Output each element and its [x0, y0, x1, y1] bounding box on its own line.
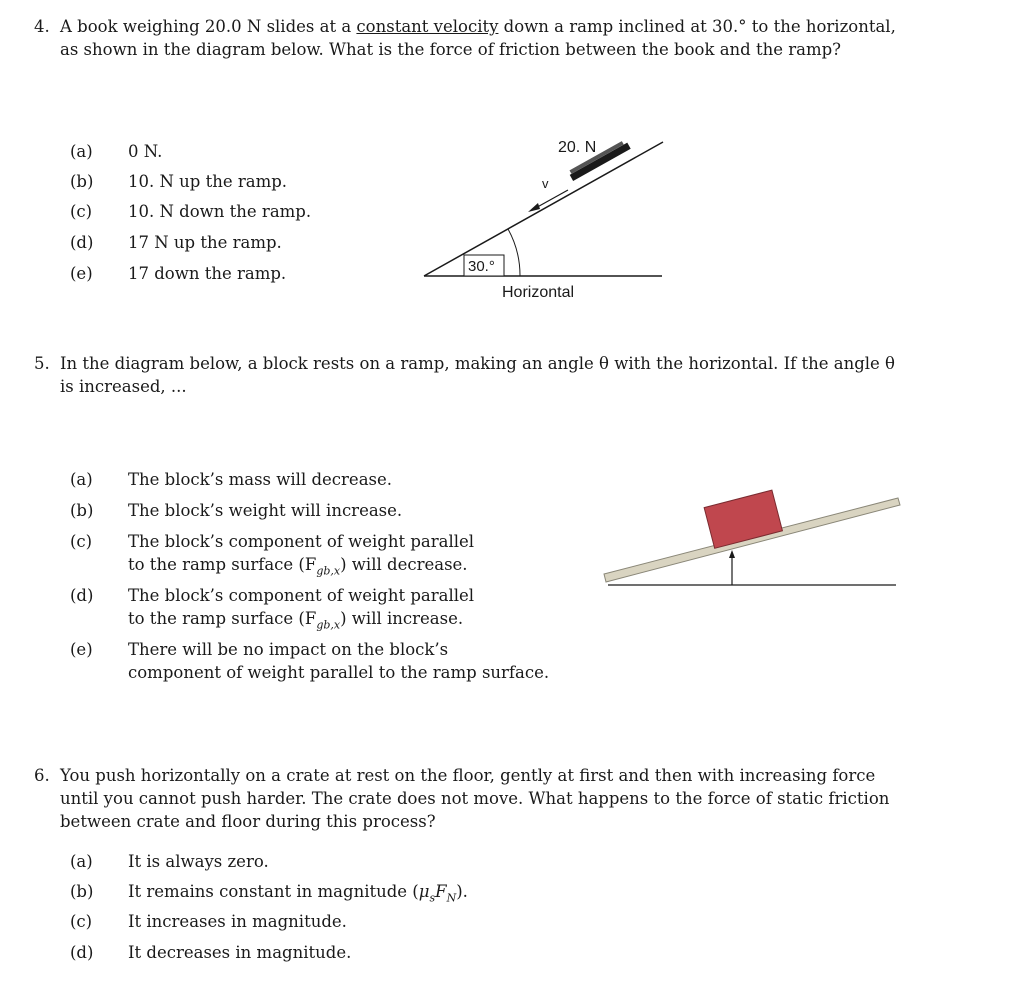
question-6-line3: between crate and floor during this process? [60, 812, 436, 831]
q5-option-e[interactable] [70, 638, 549, 684]
question-6-stem [34, 764, 934, 833]
q5-ramp-diagram [598, 486, 904, 590]
q5-option-c-line1: The block’s component of weight parallel [128, 532, 475, 551]
question-4-line1a: A book weighing 20.0 N slides at a [60, 17, 357, 36]
q4-option-e[interactable] [70, 262, 286, 285]
question-6-number: 6. [34, 766, 50, 785]
q6-option-d-label: (d) [70, 943, 94, 962]
q5-option-d-line2b: ) will increase. [340, 609, 464, 628]
q5-option-e-label: (e) [70, 640, 93, 659]
q4-ramp-diagram [420, 130, 680, 305]
q5-option-c-subscript: gb,x [316, 564, 341, 578]
q5-block [704, 490, 782, 548]
q5-option-b[interactable] [70, 499, 402, 522]
q5-normal-arrowhead [729, 550, 735, 558]
q6-option-b[interactable] [70, 880, 468, 909]
q6-option-c[interactable] [70, 910, 347, 933]
q6-option-b-f: F [435, 882, 447, 901]
q4-option-a-text: 0 N. [128, 142, 163, 161]
q5-option-c-line2b: ) will decrease. [340, 555, 468, 574]
question-4-number: 4. [34, 17, 50, 36]
q4-velocity-label: v [542, 176, 549, 191]
q4-velocity-arrowhead [528, 203, 540, 212]
question-4-line2: as shown in the diagram below. What is the force of friction between the book and the ramp? [60, 40, 842, 59]
q4-option-d-text: 17 N up the ramp. [128, 233, 282, 252]
q4-option-e-text: 17 down the ramp. [128, 264, 287, 283]
q6-option-b-mu-sub: s [429, 891, 436, 905]
q6-option-c-text: It increases in magnitude. [128, 912, 347, 931]
q4-option-d[interactable] [70, 231, 282, 254]
q5-option-d-line2a: to the ramp surface (F [128, 609, 317, 628]
question-4-line1b: down a ramp inclined at 30.° to the horizontal, [498, 17, 896, 36]
q4-option-e-label: (e) [70, 264, 93, 283]
q4-option-c-label: (c) [70, 202, 93, 221]
question-4-constant-velocity: constant velocity [356, 17, 499, 36]
q6-option-b-text: It remains constant in magnitude ( [128, 882, 419, 901]
q6-option-b-tail: ). [456, 882, 468, 901]
question-6-line2: until you cannot push harder. The crate does not move. What happens to the force of static friction [60, 789, 890, 808]
q5-option-a[interactable] [70, 468, 392, 491]
question-4-stem [34, 15, 934, 61]
question-5-stem [34, 352, 934, 398]
q4-option-c[interactable] [70, 200, 311, 223]
q4-horizontal-label: Horizontal [502, 284, 575, 301]
q5-option-c[interactable] [70, 530, 474, 582]
q6-option-b-mu: μ [418, 882, 430, 901]
question-6-line1: You push horizontally on a crate at rest on the floor, gently at first and then with increasing force [60, 766, 876, 785]
q5-option-a-text: The block’s mass will decrease. [128, 470, 393, 489]
q4-angle-label: 30.° [468, 258, 495, 275]
q6-option-a-label: (a) [70, 852, 93, 871]
q5-option-c-line2a: to the ramp surface (F [128, 555, 317, 574]
q4-angle-arc [508, 229, 520, 276]
q6-option-d[interactable] [70, 941, 351, 964]
q4-option-d-label: (d) [70, 233, 94, 252]
q5-option-d[interactable] [70, 584, 474, 636]
q5-option-b-text: The block’s weight will increase. [128, 501, 403, 520]
q4-ramp-line [424, 142, 663, 276]
q6-option-c-label: (c) [70, 912, 93, 931]
q5-option-d-label: (d) [70, 586, 94, 605]
q4-weight-label: 20. N [558, 139, 597, 156]
question-5-line2: is increased, ... [60, 377, 187, 396]
question-5-number: 5. [34, 354, 50, 373]
q6-option-b-label: (b) [70, 882, 94, 901]
q6-option-b-f-sub: N [446, 891, 457, 905]
q6-option-a-text: It is always zero. [128, 852, 269, 871]
q5-option-d-subscript: gb,x [316, 618, 341, 632]
q5-option-a-label: (a) [70, 470, 93, 489]
q4-option-b-text: 10. N up the ramp. [128, 172, 288, 191]
q5-option-b-label: (b) [70, 501, 94, 520]
q4-option-b[interactable] [70, 170, 287, 193]
q5-option-e-line2: component of weight parallel to the ramp surface. [128, 663, 550, 682]
question-5-line1: In the diagram below, a block rests on a ramp, making an angle θ with the horizontal. If the angle θ [60, 354, 895, 373]
q5-option-d-line1: The block’s component of weight parallel [128, 586, 475, 605]
q4-option-a-label: (a) [70, 142, 93, 161]
q4-option-a[interactable] [70, 140, 162, 163]
q6-option-a[interactable] [70, 850, 269, 873]
q5-option-c-label: (c) [70, 532, 93, 551]
q6-option-d-text: It decreases in magnitude. [128, 943, 352, 962]
q4-option-b-label: (b) [70, 172, 94, 191]
q4-option-c-text: 10. N down the ramp. [128, 202, 312, 221]
q5-option-e-line1: There will be no impact on the block’s [128, 640, 449, 659]
